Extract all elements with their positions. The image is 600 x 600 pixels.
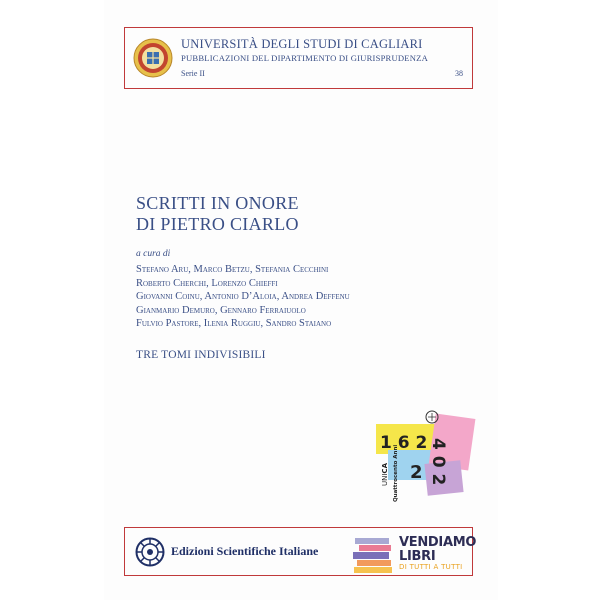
department-name: PUBBLICAZIONI DEL DIPARTIMENTO DI GIURISPRUDENZA [181,53,429,63]
title-line-1: SCRITTI IN ONORE [136,193,299,213]
volumes-note: TRE TOMI INDIVISIBILI [136,349,266,361]
university-seal-icon [133,38,173,78]
badge-line-1: VENDIAMO [399,535,477,550]
editor-line: Gianmario Demuro, Gennaro Ferraiuolo [136,304,306,316]
books-stack-icon [351,534,395,574]
book-title [136,193,299,235]
editor-line: Giovanni Coinu, Antonio D’Aloia, Andrea Deffenu [136,291,350,303]
series-header [124,27,473,89]
series-number: 38 [455,69,463,78]
publisher-logo-icon [135,537,165,567]
title-line-2: DI PIETRO CIARLO [136,214,299,234]
logo-brand-ca: CA [381,463,389,474]
vendiamo-libri-badge [399,536,476,564]
editor-line: Stefano Aru, Marco Betzu, Stefania Cecchini [136,264,329,275]
badge-tagline: DI TUTTI A TUTTI [399,563,463,571]
university-name: UNIVERSITÀ DEGLI STUDI DI CAGLIARI [181,37,423,51]
editor-line: Roberto Cherchi, Lorenzo Chieffi [136,277,278,289]
logo-subtitle: Quattrocento Anni [393,444,399,502]
logo-digits-left: 1 6 2 [380,433,428,453]
logo-digits-right: 4 0 2 [428,438,448,486]
svg-text:UNICA [381,462,389,486]
editor-line: Fulvio Pastore, Ilenia Ruggiu, Sandro Staiano [136,318,332,330]
logo-year-bottom: 2 [410,462,423,483]
anniversary-logo [370,408,480,508]
logo-brand-un: UNI [381,473,389,486]
badge-line-2: LIBRI [399,549,436,564]
series-label: Serie II [181,69,205,78]
editors-list [136,263,350,331]
edited-by-label: a cura di [136,249,171,259]
publisher-name: Edizioni Scientifiche Italiane [171,544,319,558]
publisher-footer [124,527,477,576]
